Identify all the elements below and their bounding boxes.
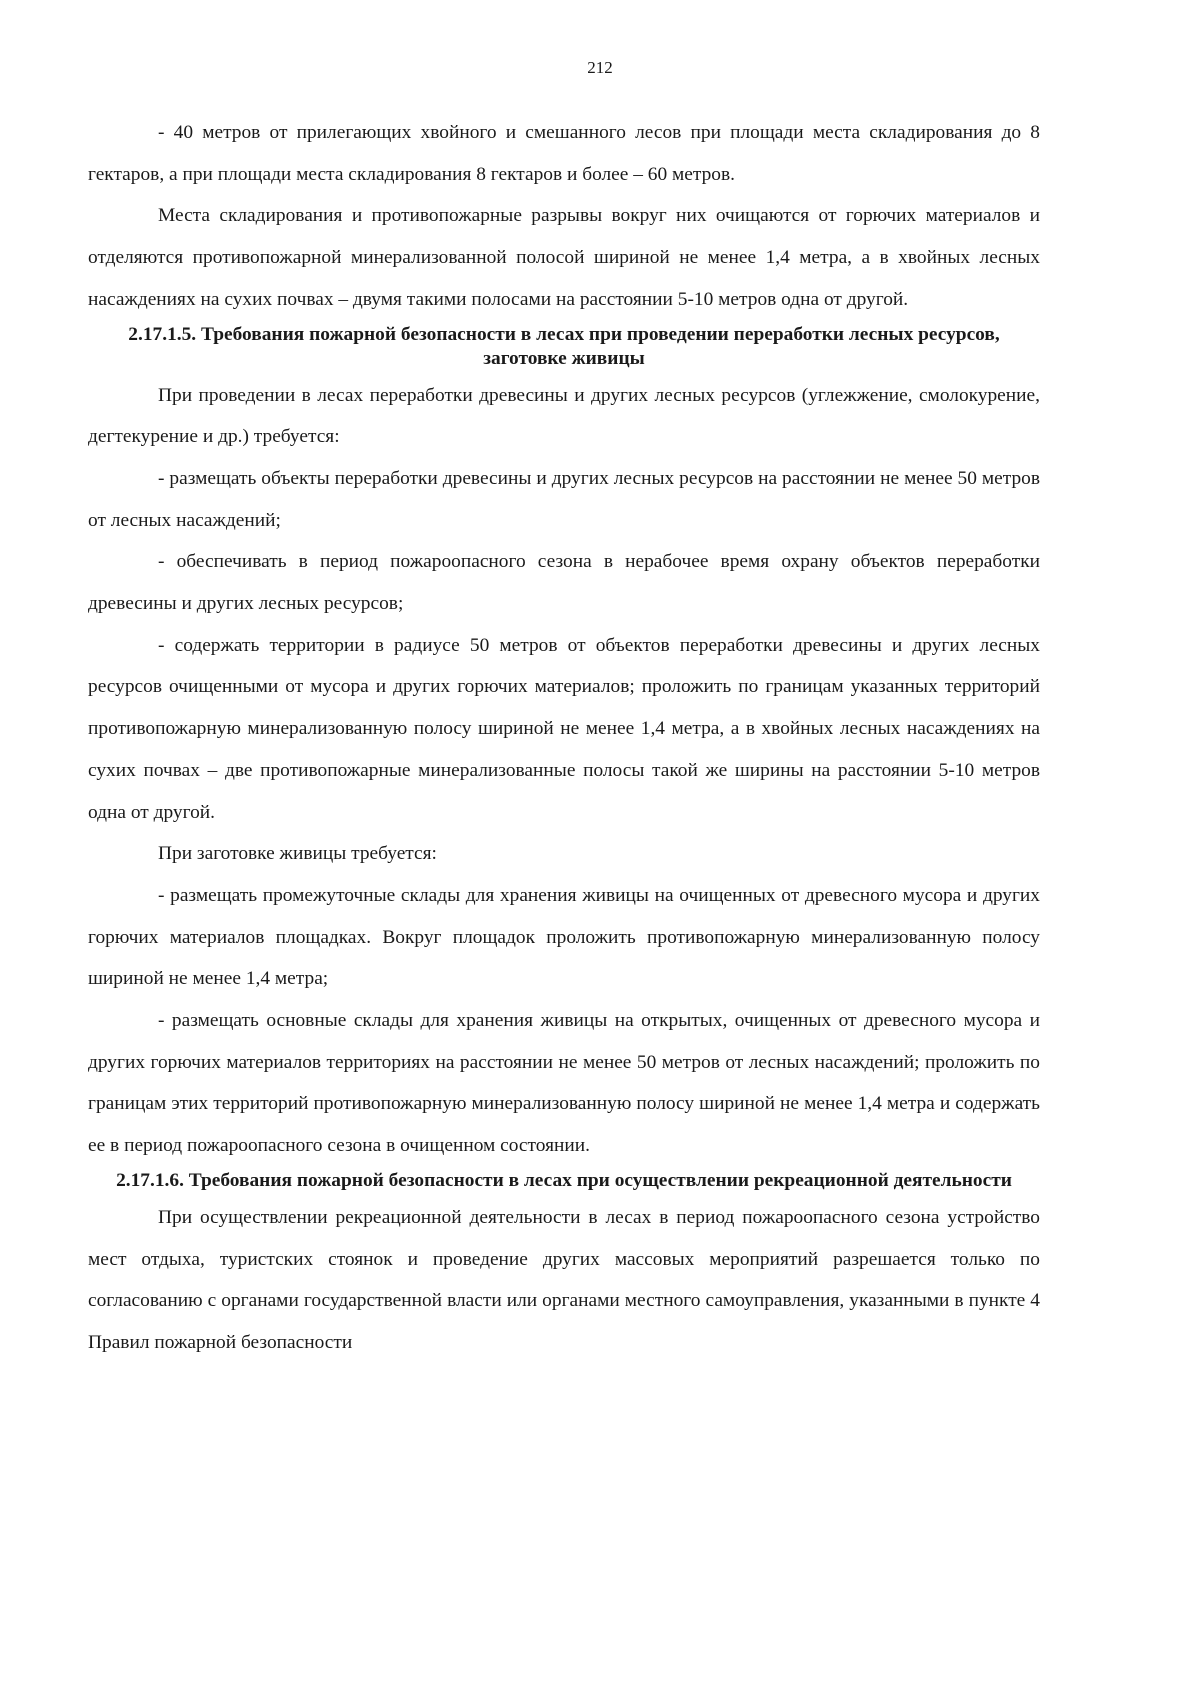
paragraph-storage-clearing: Места складирования и противопожарные разрывы вокруг них очищаются от горючих материалов и отделяются противопожарной минерализованной полосой шириной не менее 1,4 метра, а в хвойных лесных насаждениях на сухих почвах – двумя такими полосами на расстоянии 5-10 метров одна от другой. bbox=[88, 205, 1040, 310]
paragraph-recreation: При осуществлении рекреационной деятельности в лесах в период пожароопасного сезона устройство мест отдыха, туристских стоянок и проведение других массовых мероприятий разрешается только по согласованию с органами государственной власти или органами местного самоуправления, указанными в пункте 4 Правил пожарной безопасности bbox=[88, 1206, 1040, 1353]
paragraph-resin-intro: При заготовке живицы требуется: bbox=[158, 843, 437, 865]
paragraph-processing-guard: - обеспечивать в период пожароопасного сезона в нерабочее время охрану объектов переработки древесины и других лесных ресурсов; bbox=[88, 551, 1040, 615]
section-heading-2-17-1-6: 2.17.1.6. Требования пожарной безопасности в лесах при осуществлении рекреационной деятельности bbox=[116, 1169, 1012, 1191]
section-heading-2-17-1-5: 2.17.1.5. Требования пожарной безопасности в лесах при проведении переработки лесных ресурсов, заготовке живицы bbox=[128, 323, 1000, 369]
paragraph-resin-intermediate-storage: - размещать промежуточные склады для хранения живицы на очищенных от древесного мусора и других горючих материалов площадках. Вокруг площадок проложить противопожарную минерализованную полосу шириной не менее 1,4 метра; bbox=[88, 884, 1040, 990]
paragraph-processing-intro: При проведении в лесах переработки древесины и других лесных ресурсов (углежжение, смолокурение, дегтекурение и др.) требуется: bbox=[88, 384, 1040, 448]
page-number: 212 bbox=[587, 58, 613, 77]
paragraph-processing-territory: - содержать территории в радиусе 50 метров от объектов переработки древесины и других лесных ресурсов очищенными от мусора и других горючих материалов; проложить по границам указанных территорий противопожарную минерализованную полосу шириной не менее 1,4 метра, а в хвойных лесных насаждениях на сухих почвах – две противопожарные минерализованные полосы такой же ширины на расстоянии 5-10 метров одна от другой. bbox=[88, 634, 1040, 823]
paragraph-resin-main-storage: - размещать основные склады для хранения живицы на открытых, очищенных от древесного мусора и других горючих материалов территориях на расстоянии не менее 50 метров от лесных насаждений; проложить по границам этих территорий противопожарную минерализованную полосу шириной не менее 1,4 метра и содержать ее в период пожароопасного сезона в очищенном состоянии. bbox=[88, 1010, 1040, 1157]
paragraph-distance-40m: - 40 метров от прилегающих хвойного и смешанного лесов при площади места складирования до 8 гектаров, а при площади места складирования 8 гектаров и более – 60 метров. bbox=[88, 122, 1040, 185]
paragraph-processing-placement: - размещать объекты переработки древесины и других лесных ресурсов на расстоянии не менее 50 метров от лесных насаждений; bbox=[88, 467, 1040, 531]
document-body bbox=[88, 112, 1040, 1364]
